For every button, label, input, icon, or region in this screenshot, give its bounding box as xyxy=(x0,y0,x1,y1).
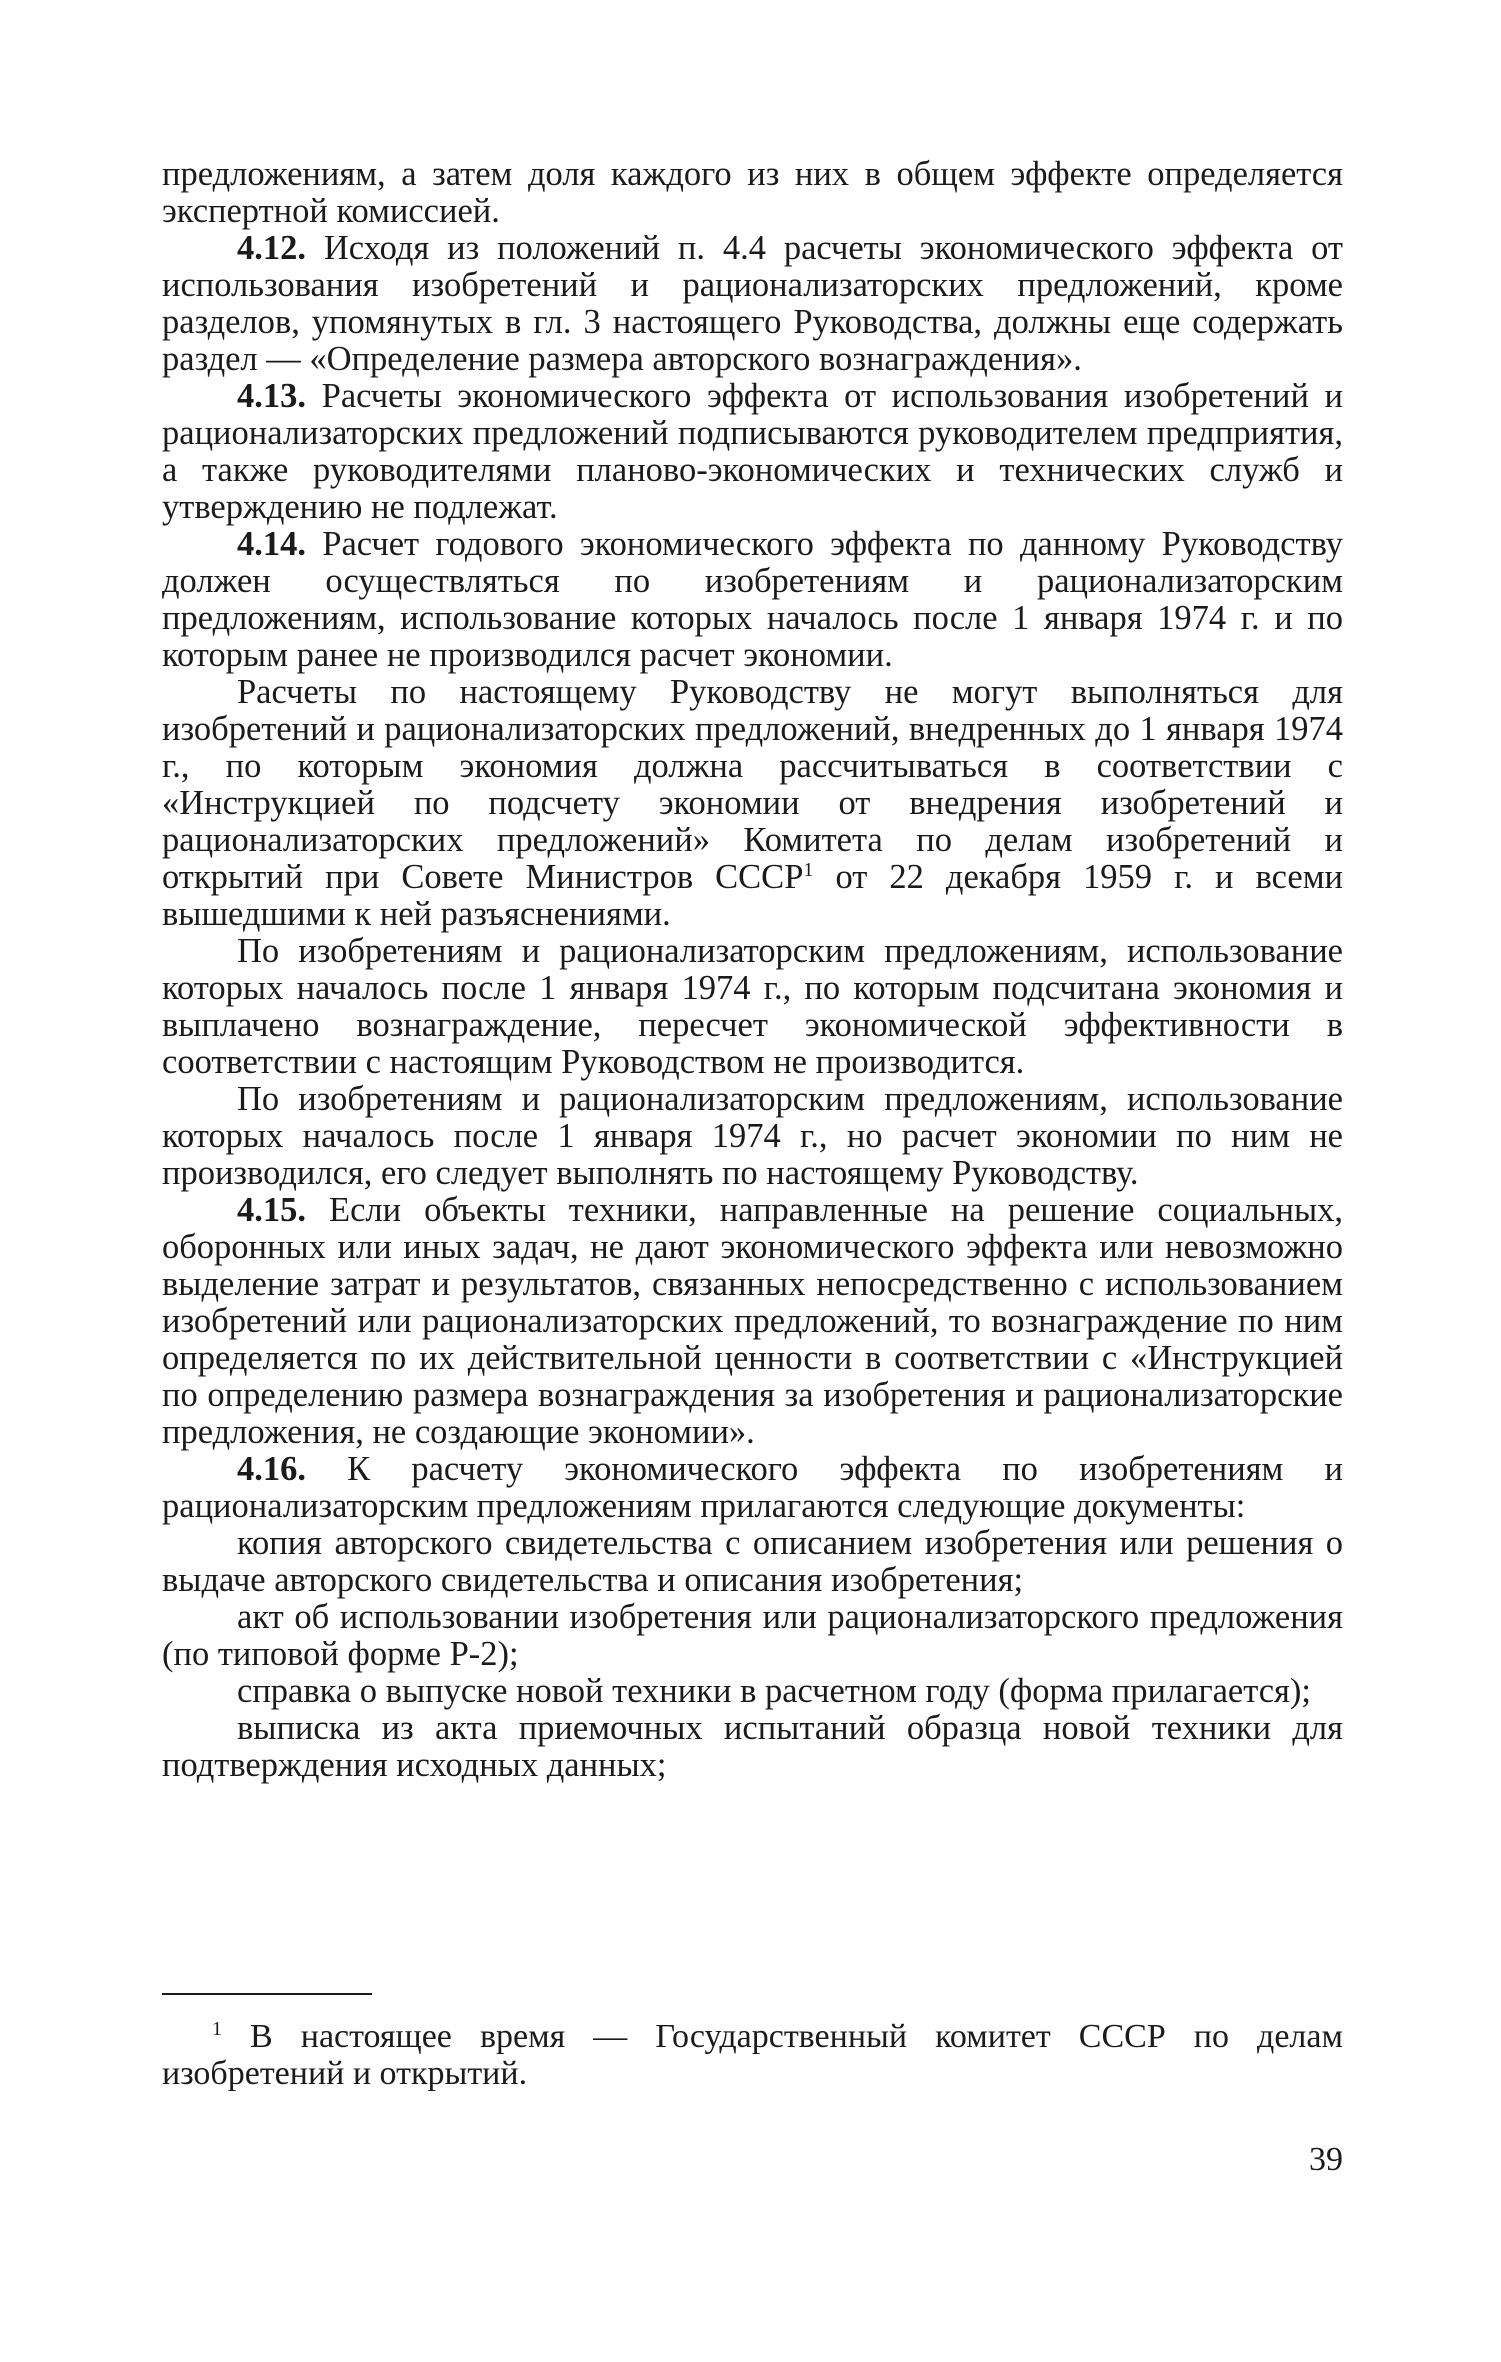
body-text xyxy=(162,156,1343,1784)
list-item-usage-act: акт об использовании изобретения или рационализаторского предложения (по типовой форме Р-2); xyxy=(162,1598,1343,1673)
section-number: 4.13. xyxy=(237,377,306,415)
paragraph-4-13: 4.13. Расчеты экономического эффекта от использования изобретений и рационализаторских предложений подписываются руководителем предприятия, а также руководителями планово-экономических и технических служб и утверждению не подлежат. xyxy=(162,377,1343,526)
section-number: 4.15. xyxy=(237,1191,306,1229)
footnote: $^1$ В настоящее время — Государственный комитет СССР по делам изобретений и открытий. xyxy=(162,2018,1343,2092)
paragraph-continuation: предложениям, а затем доля каждого из них в общем эффекте определяется экспертной комиссией. xyxy=(162,155,1343,230)
paragraph-4-12: 4.12. Исходя из положений п. 4.4 расчеты экономического эффекта от использования изобретений и рационализаторских предложений, кроме разделов, упомянутых в гл. 3 настоящего Руководства, должны еще содержать раздел — «Определение размера авторского вознаграждения». xyxy=(162,229,1343,378)
list-item-production-reference: справка о выпуске новой техники в расчетном году (форма прилагается); xyxy=(237,1672,1311,1710)
list-item-certificate-copy: копия авторского свидетельства с описанием изобретения или решения о выдаче авторского свидетельства и описания изобретения; xyxy=(162,1524,1343,1599)
paragraph-4-15: 4.15. Если объекты техники, направленные на решение социальных, оборонных или иных задач, не дают экономического эффекта или невозможно выделение затрат и результатов, связанных непосредственно с использованием изобретений или рационализаторских предложений, то вознаграждение по ним определяется по их действительной ценности в соответствии с «Инструкцией по определению размера вознаграждения за изобретения и рационализаторские предложения, не создающие экономии». xyxy=(162,1191,1343,1451)
paragraph-no-recalculation: По изобретениям и рационализаторским предложениям, использование которых началось после 1 января 1974 г., по которым подсчитана экономия и выплачено вознаграждение, пересчет экономической эффективности в соответствии с настоящим Руководством не производится. xyxy=(162,932,1343,1081)
footnote-reference: 1 xyxy=(803,859,814,881)
footnote-mark: 1 xyxy=(212,2018,222,2040)
paragraph-4-16: 4.16. К расчету экономического эффекта по изобретениям и рационализаторским предложениям прилагаются следующие документы: xyxy=(162,1450,1343,1525)
section-number: 4.12. xyxy=(237,229,306,267)
footnote-divider xyxy=(162,1993,372,1995)
section-number: 4.14. xyxy=(237,525,306,563)
paragraph-calculations-before-1974: Расчеты по настоящему Руководству не могут выполняться для изобретений и рационализаторских предложений, внедренных до 1 января 1974 г., по которым экономия должна рассчитываться в соответствии с «Инструкцией по подсчету экономии от внедрения изобретений и рационализаторских предложений» Комитета по делам изобретений и открытий при Совете Министров СССР$^1$ от 22 декабря 1959 г. и всеми вышедшими к ней разъяснениями. xyxy=(162,673,1343,933)
section-number: 4.16. xyxy=(237,1450,306,1488)
page-number: 39 xyxy=(1309,2141,1343,2178)
paragraph-follow-guide: По изобретениям и рационализаторским предложениям, использование которых началось после 1 января 1974 г., но расчет экономии по ним не производился, его следует выполнять по настоящему Руководству. xyxy=(162,1080,1343,1192)
list-item-acceptance-extract: выписка из акта приемочных испытаний образца новой техники для подтверждения исходных данных; xyxy=(162,1709,1343,1784)
paragraph-4-14: 4.14. Расчет годового экономического эффекта по данному Руководству должен осуществляться по изобретениям и рационализаторским предложениям, использование которых началось после 1 января 1974 г. и по которым ранее не производился расчет экономии. xyxy=(162,525,1343,674)
